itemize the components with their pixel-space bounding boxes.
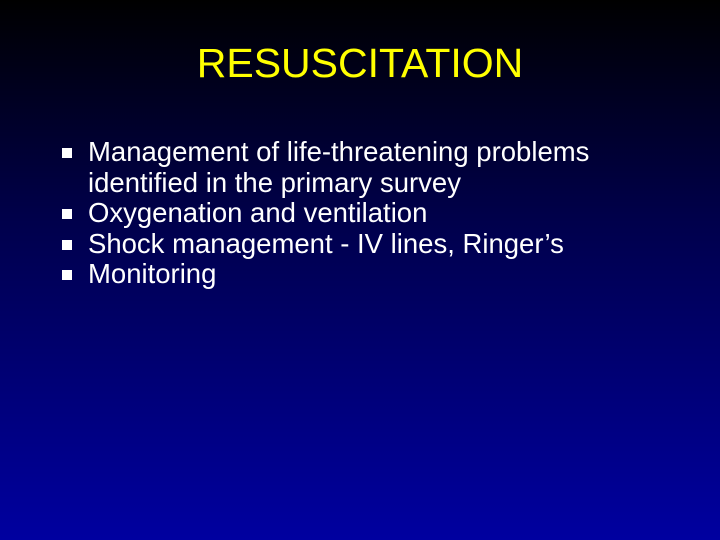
bullet-text: Shock management - IV lines, Ringer’s xyxy=(88,227,564,259)
bullet-item xyxy=(62,259,692,290)
square-bullet-icon xyxy=(62,148,72,158)
square-bullet-icon xyxy=(62,209,72,219)
bullet-item xyxy=(62,137,692,198)
bullet-text: Monitoring xyxy=(88,258,217,289)
bullet-list xyxy=(62,137,692,290)
square-bullet-icon xyxy=(62,270,72,280)
square-bullet-icon xyxy=(62,240,72,250)
bullet-text: Management of life-threatening problems identified in the primary survey xyxy=(88,136,590,198)
bullet-text: Oxygenation and ventilation xyxy=(88,197,428,228)
bullet-item xyxy=(62,198,692,229)
slide-title: RESUSCITATION xyxy=(196,40,524,86)
bullet-item xyxy=(62,229,692,260)
